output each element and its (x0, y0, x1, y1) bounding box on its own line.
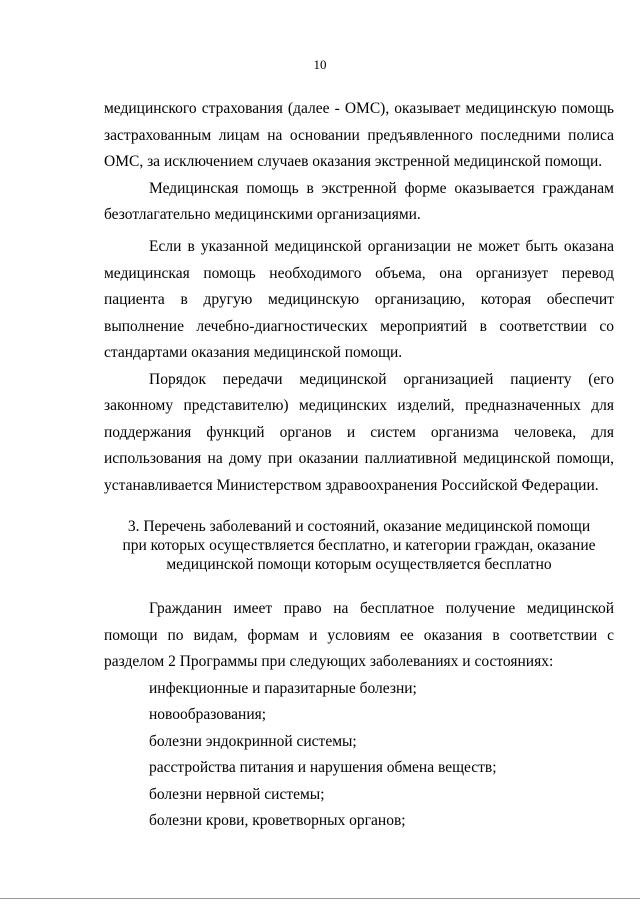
list-item: болезни эндокринной системы; (149, 732, 357, 750)
list-item: новообразования; (149, 706, 267, 723)
section-body (104, 596, 614, 835)
list-item: инфекционные и паразитарные болезни; (149, 679, 417, 697)
middle-text-block (104, 234, 614, 499)
top-text-block (104, 96, 614, 229)
list-item: расстройства питания и нарушения обмена веществ; (149, 759, 497, 776)
section-intro-paragraph: Гражданин имеет право на бесплатное получение медицинской помощи по видам, формам и условиям ее оказания в соответствии с разделом 2 Программы при следующих заболеваниях и состояниях: (104, 600, 614, 670)
disease-list (104, 676, 614, 835)
page-number: 10 (313, 57, 327, 72)
paragraph-medical-devices: Порядок передачи медицинской организацией пациенту (его законному представителю) медицинских изделий, предназначенных для поддержания функций органов и систем организма человека, для использования на дому при оказании паллиативной медицинской помощи, устанавливается Министерством здравоохранения Российской Федерации. (104, 370, 614, 494)
section-heading-line-1: 3. Перечень заболеваний и состояний, оказание медицинской помощи (127, 518, 591, 535)
section-heading-line-3: медицинской помощи которым осуществляется бесплатно (166, 556, 552, 573)
list-item: болезни нервной системы; (149, 785, 325, 803)
paragraph-transfer: Если в указанной медицинской организации не может быть оказана медицинская помощь необходимого объема, она организует перевод пациента в другую медицинскую организацию, которая обеспечит выполнение лечебно-диагностических мероприятий в соответствии со стандартами оказания медицинской помощи. (104, 238, 614, 361)
list-item: болезни крови, кроветворных органов; (149, 812, 406, 829)
paragraph-continuation: медицинского страхования (далее - ОМС), оказывает медицинскую помощь застрахованным лицам на основании предъявленного последними полиса ОМС, за исключением случаев оказания экстренной медицинской помощи. (104, 100, 614, 170)
scan-edge-line (0, 898, 640, 899)
section-heading-line-2: при которых осуществляется бесплатно, и категории граждан, оказание (122, 537, 596, 554)
paragraph-emergency-care: Медицинская помощь в экстренной форме оказывается гражданам безотлагательно медицинскими организациями. (104, 179, 614, 223)
section-heading (104, 517, 614, 574)
